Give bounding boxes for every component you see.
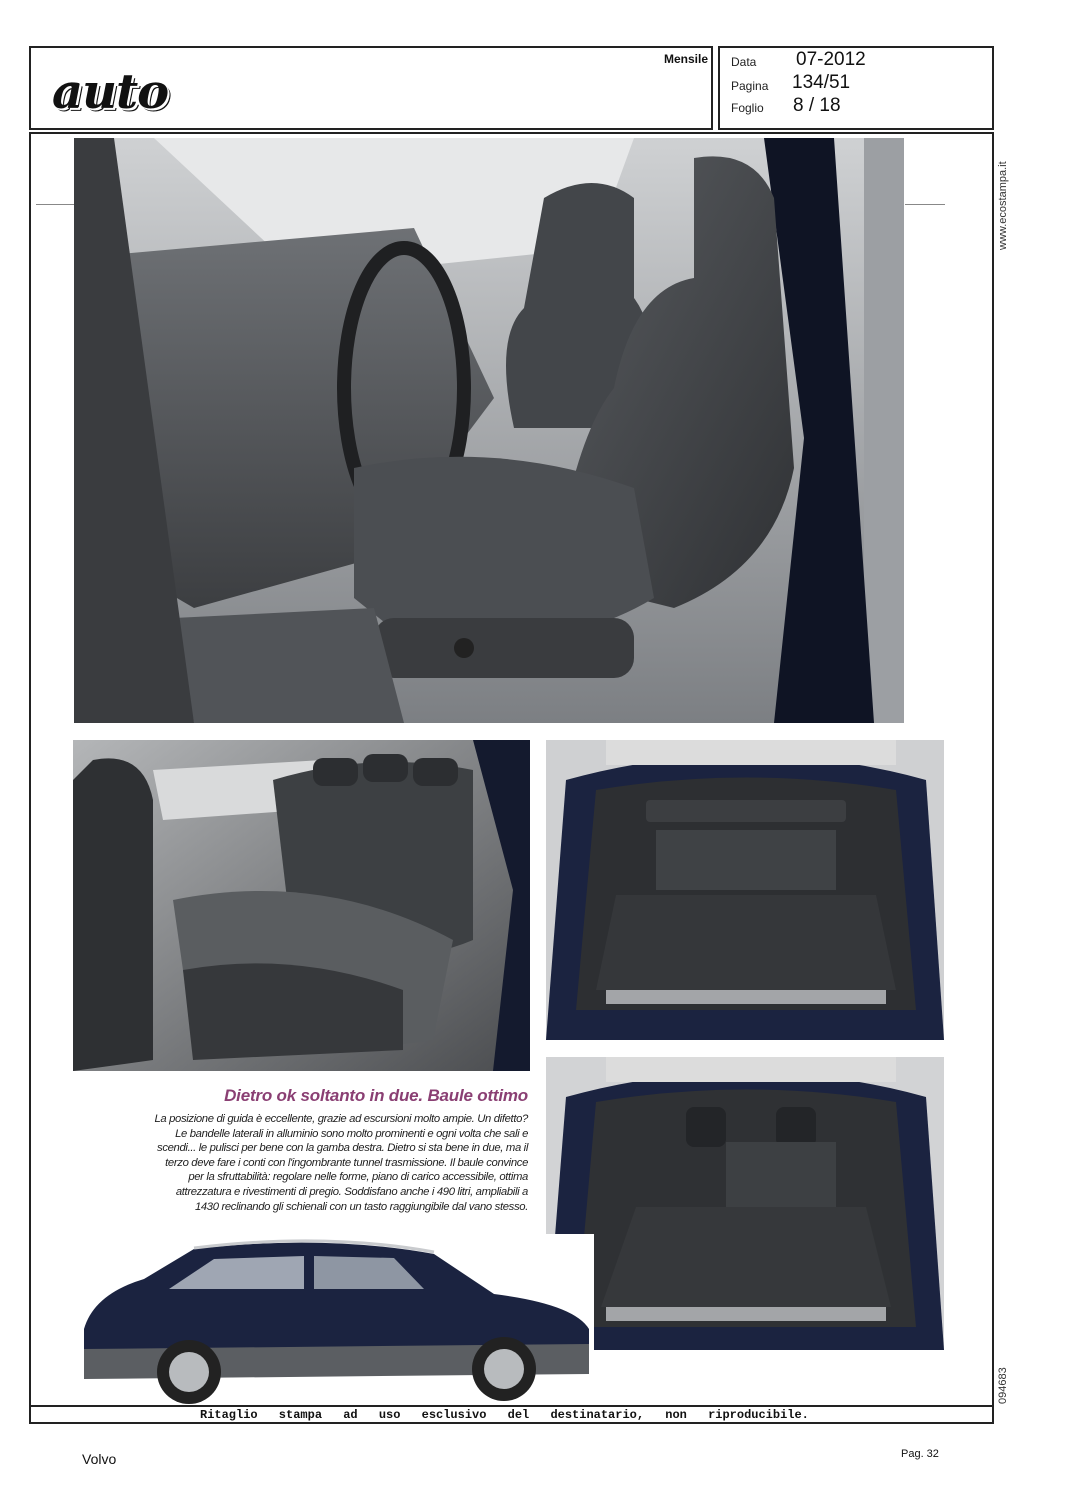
rule-left (36, 204, 74, 205)
rear-seats-photo (73, 740, 530, 1071)
article-line: attrezzatura e rivestimenti di pregio. Soddisfano anche i 490 litri, ampliabili a (175, 1185, 528, 1198)
meta-value-date: 07-2012 (796, 49, 866, 70)
meta-value-sheet: 8 / 18 (793, 95, 841, 116)
article-line: 1430 reclinando gli schienali con un tasto raggiungibile dal vano stesso. (194, 1200, 528, 1213)
article-body (74, 1112, 528, 1214)
meta-value-page: 134/51 (792, 72, 851, 93)
trunk-folded-photo (546, 1057, 944, 1350)
rule-right (905, 204, 945, 205)
front-seats-photo (74, 138, 904, 723)
article-line: terzo deve fare i conti con l'ingombrante tunnel trasmissione. Il baule convince (165, 1156, 528, 1169)
article-line: La posizione di guida è eccellente, grazie ad escursioni molto ampie. Un difetto? (154, 1113, 528, 1125)
article-title: Dietro ok soltanto in due. Baule ottimo (224, 1086, 528, 1105)
frequency-label: Mensile (664, 52, 709, 66)
code-label: 094683 (997, 1367, 1009, 1404)
website-label: www.ecostampa.it (997, 161, 1009, 250)
footer-page-number: Pag. 32 (901, 1448, 939, 1460)
publication-logo: auto (52, 64, 169, 120)
car-side-photo (74, 1234, 594, 1406)
notice-rule (29, 1405, 994, 1407)
article-line: per la sfruttabilità: regolare nelle forme, piano di carico accessibile, ottima (188, 1171, 528, 1184)
meta-key-sheet: Foglio (731, 101, 764, 115)
footer-brand: Volvo (82, 1451, 117, 1467)
clipping-notice: Ritaglio stampa ad uso esclusivo del destinatario, non riproducibile. (200, 1408, 809, 1422)
meta-key-page: Pagina (731, 79, 769, 93)
meta-key-date: Data (731, 55, 757, 69)
trunk-photo (546, 740, 944, 1040)
article-line: Le bandelle laterali in alluminio sono molto prominenti e ogni volta che sali e (175, 1127, 528, 1140)
article-line: scendi... le pulisci per bene con la gamba destra. Dietro si sta bene in due, ma il (157, 1142, 528, 1155)
